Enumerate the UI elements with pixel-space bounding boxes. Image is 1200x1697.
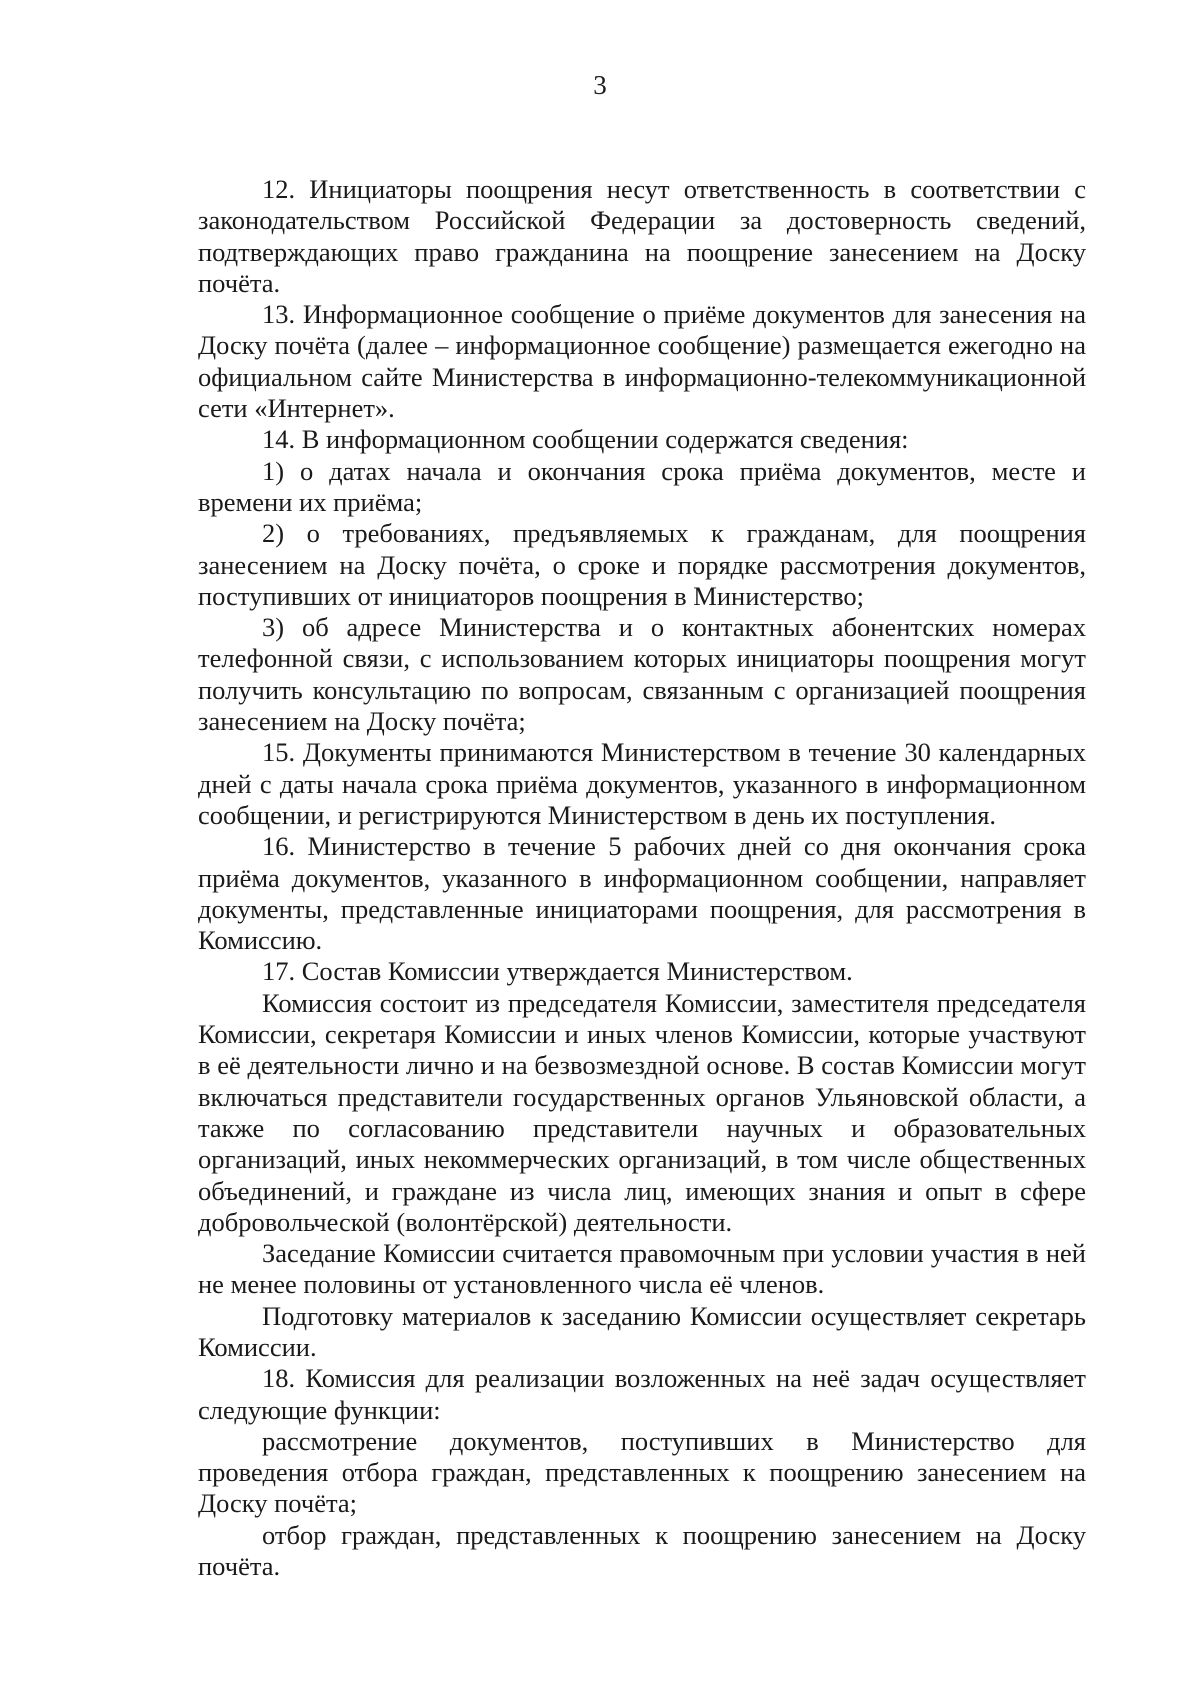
paragraph-16: 16. Министерство в течение 5 рабочих дней со дня окончания срока приёма документов, указанного в информационном сообщении, направляет документы, представленные инициаторами поощрения, для рассмотрения в Комиссию. — [198, 831, 1086, 956]
paragraph-18-function-1: рассмотрение документов, поступивших в Министерство для проведения отбора граждан, представленных к поощрению занесением на Доску почёта; — [198, 1425, 1086, 1519]
paragraph-18: 18. Комиссия для реализации возложенных на неё задач осуществляет следующие функции: — [198, 1363, 1086, 1425]
paragraph-13: 13. Информационное сообщение о приёме документов для занесения на Доску почёта (далее – информационное сообщение) размещается ежегодно на официальном сайте Министерства в информационно-телекоммуникационной сети «Интернет». — [198, 299, 1086, 424]
paragraph-14-item-1: 1) о датах начала и окончания срока приёма документов, месте и времени их приёма; — [198, 455, 1086, 517]
paragraph-15: 15. Документы принимаются Министерством в течение 30 календарных дней с даты начала срока приёма документов, указанного в информационном сообщении, и регистрируются Министерством в день их поступления. — [198, 737, 1086, 830]
paragraph-12: 12. Инициаторы поощрения несут ответственность в соответствии с законодательством Российской Федерации за достоверность сведений, подтверждающих право гражданина на поощрение занесением на Доску почёта. — [198, 174, 1086, 298]
document-body — [198, 174, 1086, 1582]
paragraph-17-composition: Комиссия состоит из председателя Комиссии, заместителя председателя Комиссии, секретаря Комиссии и иных членов Комиссии, которые участвуют в её деятельности лично и на безвозмездной основе. В состав Комиссии могут включаться представители государственных органов Ульяновской области, а также по согласованию представители научных и образовательных организаций, иных некоммерческих организаций, в том числе общественных объединений, и граждане из числа лиц, имеющих знания и опыт в сфере добровольческой (волонтёрской) деятельности. — [198, 987, 1086, 1237]
page-number: 3 — [593, 70, 607, 100]
paragraph-17-quorum: Заседание Комиссии считается правомочным при условии участия в ней не менее половины от установленного числа её членов. — [198, 1238, 1086, 1300]
paragraph-14: 14. В информационном сообщении содержатся сведения: — [262, 424, 909, 455]
paragraph-18-function-2: отбор граждан, представленных к поощрению занесением на Доску почёта. — [198, 1519, 1086, 1582]
paragraph-17: 17. Состав Комиссии утверждается Министерством. — [262, 956, 853, 987]
paragraph-14-item-3: 3) об адресе Министерства и о контактных абонентских номерах телефонной связи, с использованием которых инициаторы поощрения могут получить консультацию по вопросам, связанным с организацией поощрения занесением на Доску почёта; — [198, 612, 1086, 737]
paragraph-17-secretary: Подготовку материалов к заседанию Комиссии осуществляет секретарь Комиссии. — [198, 1300, 1086, 1362]
paragraph-14-item-2: 2) о требованиях, предъявляемых к гражданам, для поощрения занесением на Доску почёта, о сроке и порядке рассмотрения документов, поступивших от инициаторов поощрения в Министерство; — [198, 518, 1086, 611]
